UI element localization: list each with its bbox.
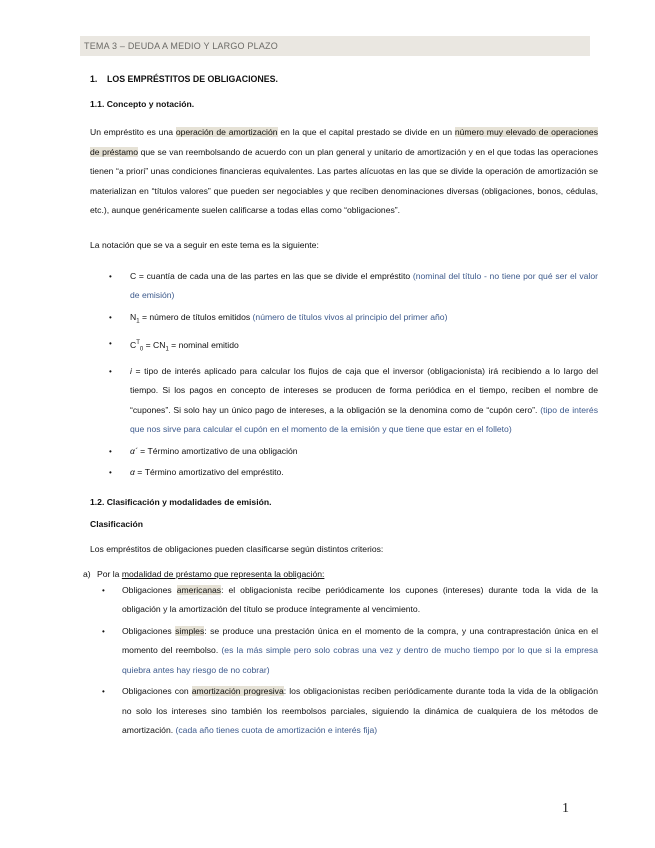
bullet-icon: •: [102, 687, 105, 697]
notation-list: [90, 267, 598, 483]
highlight: americanas: [176, 584, 222, 595]
section-title: LOS EMPRÉSTITOS DE OBLIGACIONES.: [107, 74, 278, 84]
subscript: 0: [139, 346, 144, 353]
section-number: 1.: [90, 74, 98, 84]
highlight: operación de amortización: [175, 127, 278, 137]
list-item: [90, 622, 598, 681]
item-text: : los obligacionistas reciben periódicamente durante toda la vida de la obligación no solo los intereses sino también los reembolsos parciales, siguiendo la dinámica de cualquiera de los métodos de amortización.: [122, 686, 598, 736]
highlight: simples: [175, 625, 205, 636]
subscript: 1: [165, 346, 169, 353]
symbol: α´: [130, 445, 138, 456]
section-heading: [90, 74, 598, 84]
bullet-icon: •: [109, 468, 112, 478]
page-number: 1: [562, 801, 569, 816]
symbol: i: [130, 365, 132, 376]
list-item: [90, 362, 598, 440]
text-run: Obligaciones: [122, 584, 177, 595]
note: (número de títulos vivos al principio del primer año): [252, 311, 448, 322]
subscript: 1: [136, 318, 140, 325]
text-run: en la que el capital prestado se divide en un: [277, 127, 455, 137]
list-item: [90, 682, 598, 741]
item-text: C = cuantía de cada una de las partes en las que se divide el empréstito: [130, 270, 413, 281]
text-run: Por la: [97, 568, 122, 579]
text-run: Obligaciones con: [122, 686, 192, 697]
symbol: C: [130, 339, 137, 350]
list-item: [90, 308, 598, 332]
subheading-classification: Clasificación: [90, 518, 144, 529]
list-item: [90, 334, 598, 360]
page-header: TEMA 3 – DEUDA A MEDIO Y LARGO PLAZO: [80, 36, 590, 56]
bullet-icon: •: [109, 312, 112, 322]
item-text: : se produce una prestación única en el momento de la compra, y una contraprestación única en el momento del reembolso.: [122, 625, 598, 656]
classification-list: [90, 581, 598, 741]
item-text: = nominal emitido: [168, 339, 239, 350]
bullet-icon: •: [102, 585, 105, 595]
subsection-heading-1-1: 1.1. Concepto y notación.: [90, 99, 195, 109]
note: (es la más simple pero solo cobras una vez y dentro de mucho tiempo por lo que si la empresa quiebra antes hay riesgo de no cobrar): [122, 645, 599, 675]
highlight: número muy elevado de operaciones de préstamo: [90, 127, 598, 157]
underlined-text: modalidad de préstamo que representa la obligación:: [121, 568, 325, 579]
bullet-icon: •: [102, 626, 105, 636]
text-run: Obligaciones: [122, 625, 176, 636]
text-run: que se van reembolsando de acuerdo con un plan general y unitario de amortización y en el que todas las operaciones tienen “a priori” unas condiciones financieras equivalentes. Las partes alícuotas en las que se divide la operación de amortización se materializan en “títulos valores” que pueden ser negociables y que reciben denominaciones diversas (obligaciones, bonos, cédulas, etc.), aunque genéricamente suelen calificarse a todas ellas como “obligaciones”.: [90, 146, 598, 215]
classification-intro: Los empréstitos de obligaciones pueden clasificarse según distintos criterios:: [90, 543, 384, 554]
list-item: [90, 442, 598, 462]
symbol: N: [130, 311, 137, 322]
bullet-icon: •: [109, 338, 112, 348]
bullet-icon: •: [109, 271, 112, 281]
item-text: = número de títulos emitidos: [139, 311, 253, 322]
note: (nominal del título - no tiene por qué ser el valor de emisión): [130, 270, 598, 300]
superscript: T: [136, 339, 140, 346]
notation-intro: La notación que se va a seguir en este tema es la siguiente:: [90, 239, 319, 250]
item-text: : el obligacionista recibe periódicamente los cupones (intereses) durante toda la vida de la obligación y la amortización del título se produce íntegramente al vencimiento.: [122, 584, 599, 615]
list-item: [90, 267, 598, 306]
list-letter: a): [83, 568, 91, 579]
list-item: [90, 463, 598, 483]
criterion-a: [83, 568, 598, 579]
text-run: Un empréstito es una: [90, 127, 176, 137]
item-text: = tipo de interés aplicado para calcular los flujos de caja que el inversor (obligacionista) irá recibiendo a lo largo del tiempo. Si los pagos en concepto de intereses se producen de forma periódica en el tiempo, reciben el nombre de “cupones”. Si solo hay un único pago de intereses, a la obligación se la denomina como de “cupón cero”.: [130, 365, 598, 415]
bullet-icon: •: [109, 366, 112, 376]
concept-paragraph: [90, 123, 598, 221]
note: (tipo de interés que nos sirve para calcular el cupón en el momento de la emisión y que tiene que estar en el folleto): [130, 404, 598, 435]
list-item: [90, 581, 598, 620]
item-text: = Término amortizativo de una obligación: [137, 445, 298, 456]
symbol: α: [130, 467, 135, 478]
bullet-icon: •: [109, 446, 112, 456]
document-body: [83, 74, 599, 743]
item-text: = CN: [143, 339, 166, 350]
item-text: = Término amortizativo del empréstito.: [134, 467, 284, 478]
subsection-heading-1-2: 1.2. Clasificación y modalidades de emisión.: [90, 496, 272, 507]
note: (cada año tienes cuota de amortización e interés fija): [175, 725, 378, 736]
highlight: amortización progresiva: [191, 686, 284, 697]
